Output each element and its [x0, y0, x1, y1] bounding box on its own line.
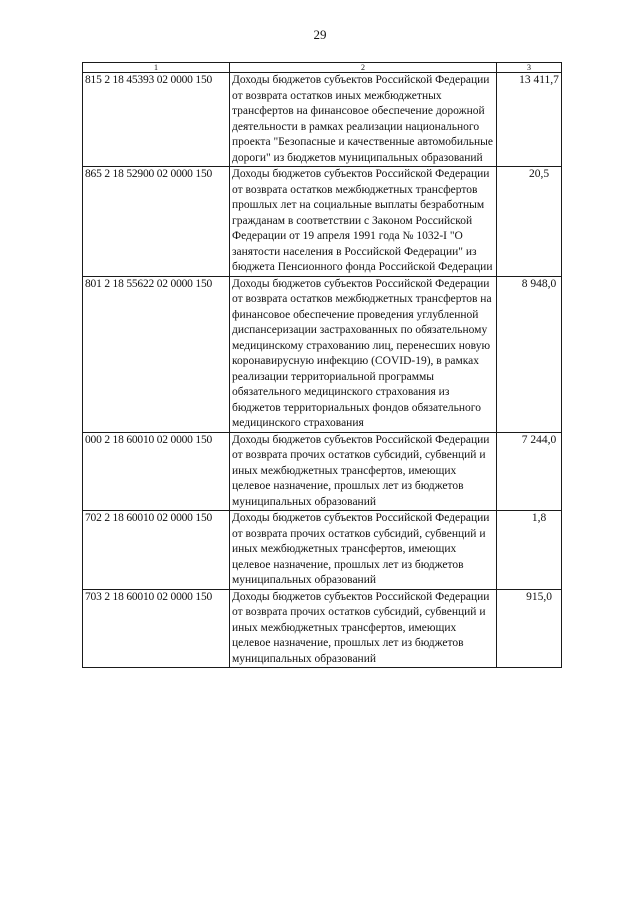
- budget-code-cell: 000 2 18 60010 02 0000 150: [83, 432, 230, 511]
- description-cell: Доходы бюджетов субъектов Российской Федерации от возврата остатков межбюджетных трансфертов на финансовое обеспечение проведения углубленной диспансеризации застрахованных по обязательному медицинскому страхованию лиц, перенесших новую коронавирусную инфекцию (COVID-19), в рамках реализации территориальной программы обязательного медицинского страхования из бюджетов территориальных фондов обязательного медицинского страхования: [230, 276, 497, 432]
- description-cell: Доходы бюджетов субъектов Российской Федерации от возврата остатков иных межбюджетных трансфертов на финансовое обеспечение дорожной деятельности в рамках реализации национального проекта "Безопасные и качественные автомобильные дороги" из бюджетов муниципальных образований: [230, 73, 497, 167]
- revenue-table: [82, 62, 562, 668]
- amount-value: 13 411,7: [519, 74, 559, 86]
- amount-value: 7 244,0: [521, 433, 557, 446]
- budget-code-cell: 815 2 18 45393 02 0000 150: [83, 73, 230, 167]
- column-header-amount: 3: [497, 63, 562, 73]
- table-row: [83, 589, 562, 668]
- amount-value: 8 948,0: [521, 277, 557, 290]
- page-number: 29: [313, 27, 327, 42]
- amount-value: 20,5: [528, 168, 550, 180]
- amount-cell: [497, 276, 562, 432]
- amount-cell: [497, 167, 562, 277]
- description-cell: Доходы бюджетов субъектов Российской Федерации от возврата прочих остатков субсидий, субвенций и иных межбюджетных трансфертов, имеющих целевое назначение, прошлых лет из бюджетов муниципальных образований: [230, 511, 497, 590]
- budget-code-cell: 801 2 18 55622 02 0000 150: [83, 276, 230, 432]
- budget-code-cell: 865 2 18 52900 02 0000 150: [83, 167, 230, 277]
- budget-code-cell: 703 2 18 60010 02 0000 150: [83, 589, 230, 668]
- amount-value: 915,0: [526, 590, 552, 603]
- amount-value: 1,8: [531, 512, 547, 524]
- table-header-row: [83, 63, 562, 73]
- table-row: [83, 73, 562, 167]
- column-header-description: 2: [230, 63, 497, 73]
- table-row: [83, 167, 562, 277]
- table-row: [83, 276, 562, 432]
- description-cell: Доходы бюджетов субъектов Российской Федерации от возврата остатков межбюджетных трансфертов прошлых лет на социальные выплаты безработным гражданам в соответствии с Законом Российской Федерации от 19 апреля 1991 года № 1032-I "О занятости населения в Российской Федерации" из бюджета Пенсионного фонда Российской Федерации: [230, 167, 497, 277]
- amount-cell: [497, 432, 562, 511]
- amount-cell: [497, 589, 562, 668]
- description-cell: Доходы бюджетов субъектов Российской Федерации от возврата прочих остатков субсидий, субвенций и иных межбюджетных трансфертов, имеющих целевое назначение, прошлых лет из бюджетов муниципальных образований: [230, 589, 497, 668]
- table-row: [83, 511, 562, 590]
- description-cell: Доходы бюджетов субъектов Российской Федерации от возврата прочих остатков субсидий, субвенций и иных межбюджетных трансфертов, имеющих целевое назначение, прошлых лет из бюджетов муниципальных образований: [230, 432, 497, 511]
- table-row: [83, 432, 562, 511]
- budget-code-cell: 702 2 18 60010 02 0000 150: [83, 511, 230, 590]
- amount-cell: [497, 73, 562, 167]
- amount-cell: [497, 511, 562, 590]
- column-header-code: 1: [83, 63, 230, 73]
